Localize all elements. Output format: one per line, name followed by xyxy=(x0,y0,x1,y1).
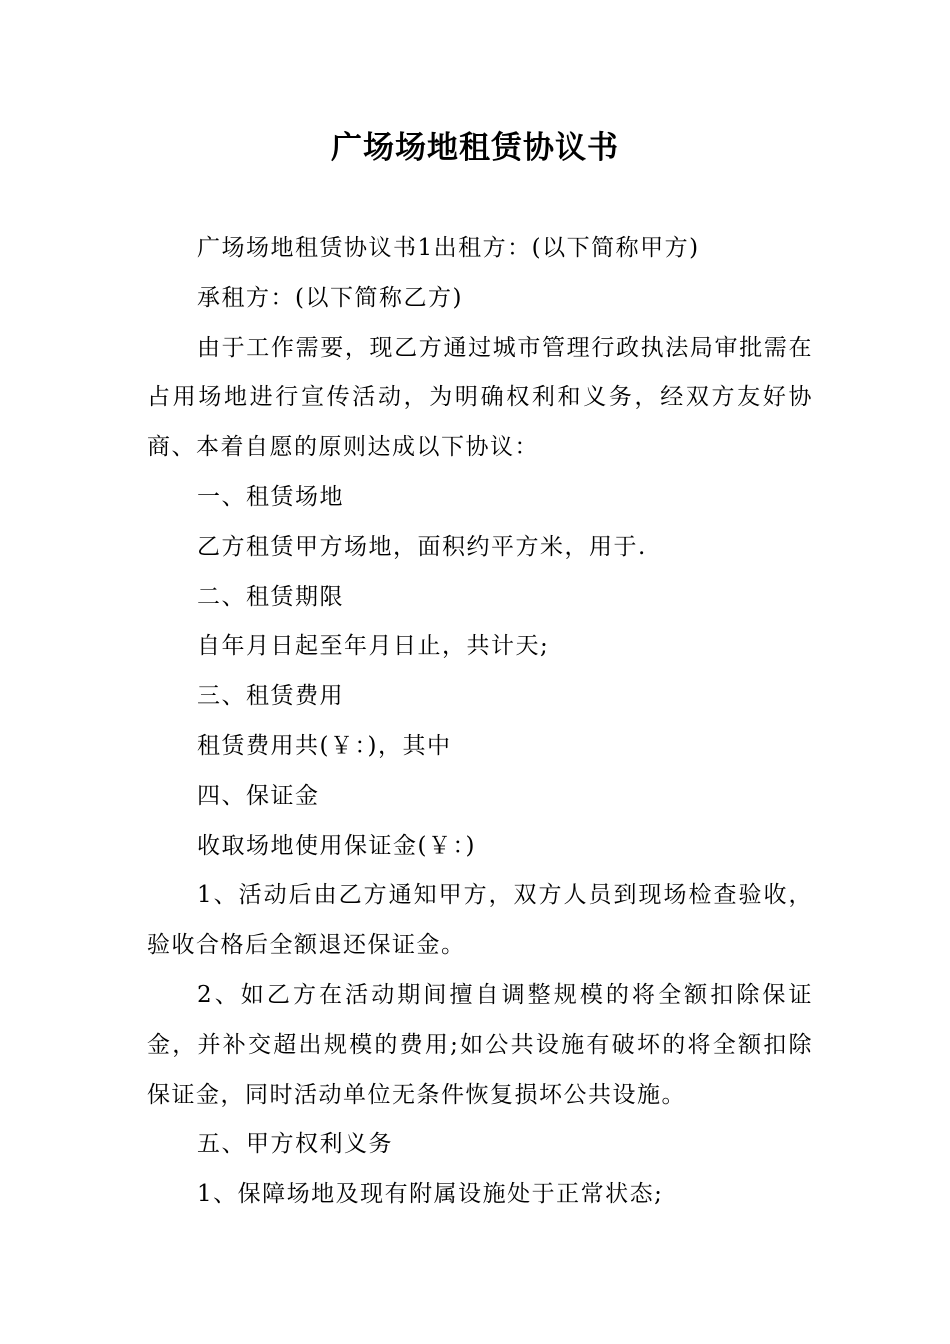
section-heading-lease-site: 一、租赁场地 xyxy=(197,483,344,510)
paragraph-lessee: 承租方：(以下简称乙方) xyxy=(197,284,463,311)
paragraph-lease-site: 乙方租赁甲方场地，面积约平方米，用于. xyxy=(197,533,647,560)
paragraph-deposit: 收取场地使用保证金(￥：) xyxy=(197,832,476,859)
paragraph-lease-term: 自年月日起至年月日止，共计天; xyxy=(197,633,550,660)
paragraph-lessor: 广场场地租赁协议书1出租方：(以下简称甲方) xyxy=(197,235,700,261)
paragraph-lease-fee: 租赁费用共(￥：)，其中 xyxy=(197,732,452,759)
document-title: 广场场地租赁协议书 xyxy=(331,130,619,166)
paragraph-deposit-clause-2: 2、如乙方在活动期间擅自调整规模的将全额扣除保证金，并补交超出规模的费用;如公共设施有破坏的将全额扣除保证金，同时活动单位无条件恢复损坏公共设施。 xyxy=(147,981,813,1108)
section-heading-lease-term: 二、租赁期限 xyxy=(197,583,344,610)
section-heading-lessor-rights: 五、甲方权利义务 xyxy=(197,1131,393,1158)
section-heading-lease-fee: 三、租赁费用 xyxy=(197,683,344,710)
document-body xyxy=(147,224,813,1220)
paragraph-deposit-clause-1: 1、活动后由乙方通知甲方，双方人员到现场检查验收，验收合格后全额退还保证金。 xyxy=(147,882,813,959)
section-heading-deposit: 四、保证金 xyxy=(197,782,320,809)
paragraph-intro: 由于工作需要，现乙方通过城市管理行政执法局审批需在占用场地进行宣传活动，为明确权利和义务，经双方友好协商、本着自愿的原则达成以下协议： xyxy=(147,334,813,461)
paragraph-lessor-clause-1: 1、保障场地及现有附属设施处于正常状态; xyxy=(197,1181,664,1208)
